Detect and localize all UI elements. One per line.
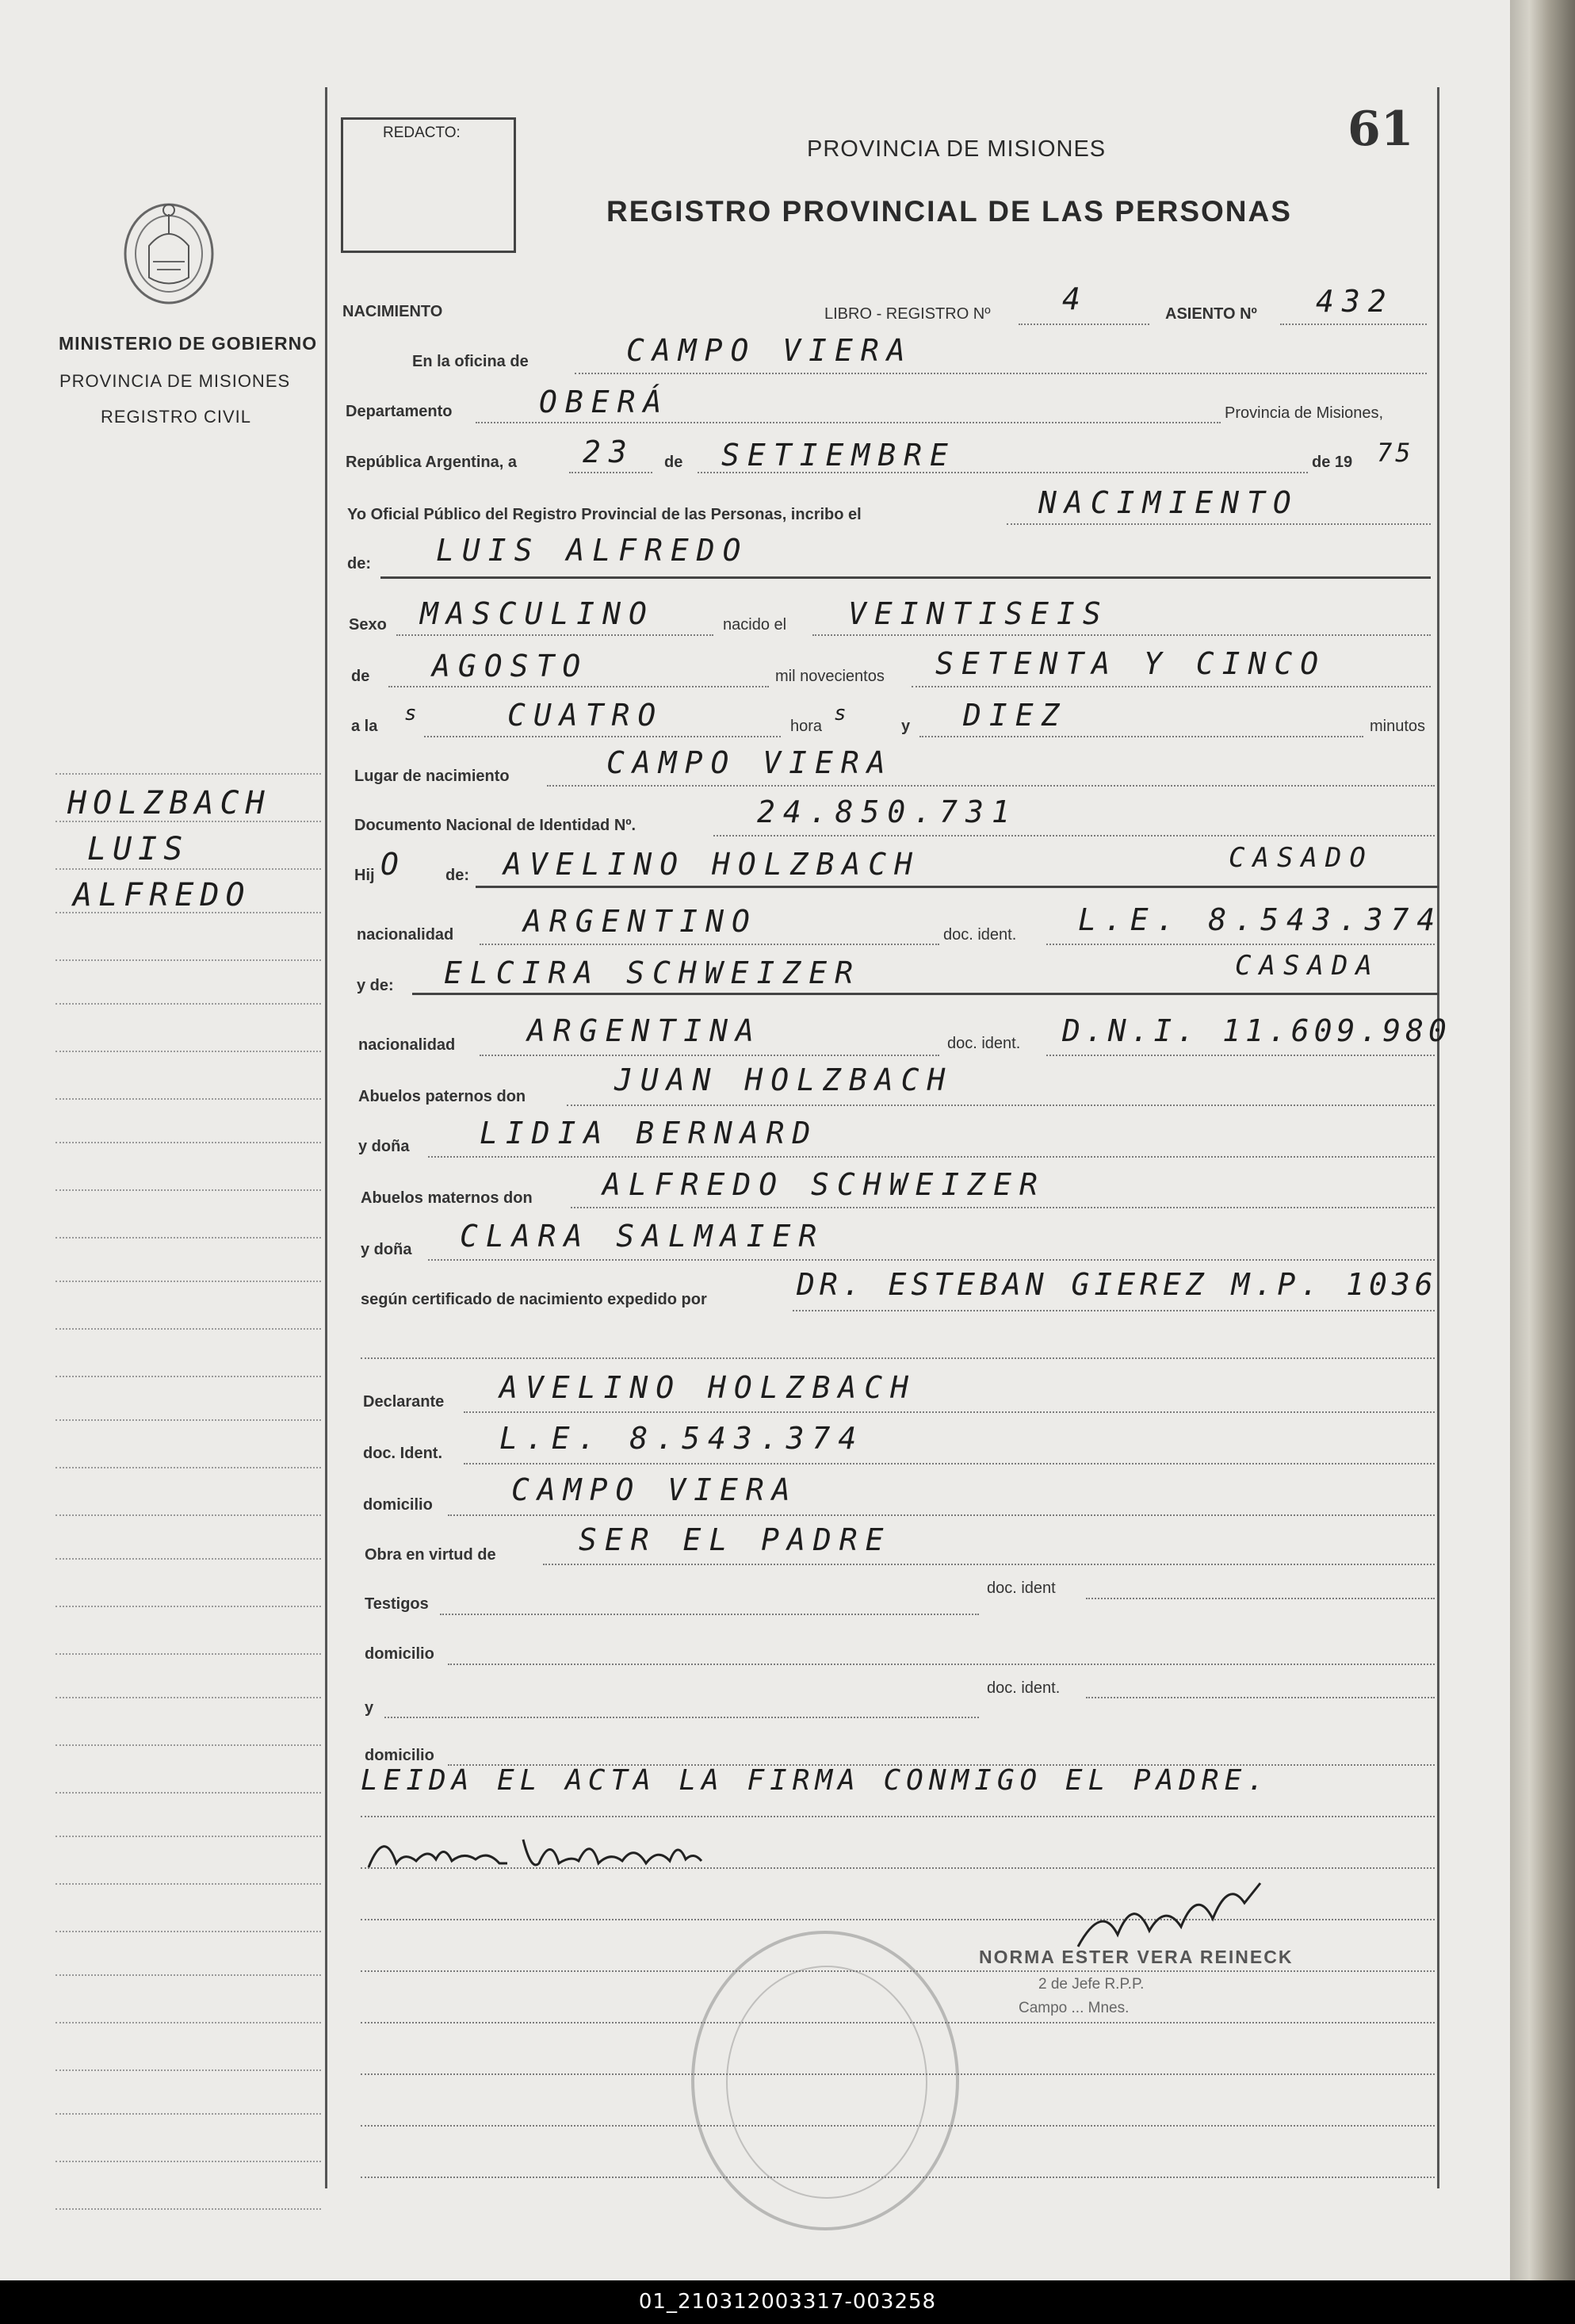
testigos-doc-label: doc. ident [987,1579,1056,1597]
domicilio3-label: domicilio [365,1747,434,1764]
hij-label: Hij [354,867,375,884]
minutos-label: minutos [1370,718,1426,735]
sidebar-firstname: LUIS [87,831,189,867]
nombre-value: LUIS ALFREDO [436,533,749,568]
redacto-box [341,117,516,253]
testigo2-doc-label: doc. ident. [987,1679,1061,1697]
anio-value: 75 [1377,438,1414,468]
padre-doc-label: doc. ident. [943,926,1017,944]
declarant-signature [361,1820,741,1883]
declarante-value: AVELINO HOLZBACH [499,1370,917,1405]
official-title: 2 de Jefe R.P.P. [1038,1976,1145,1993]
de-nombre-label: de: [347,555,371,572]
asiento-label: ASIENTO Nº [1165,305,1257,323]
oficina-label: En la oficina de [412,353,529,370]
y-label: y [901,718,911,735]
y-dona-mat-label: y doña [361,1241,412,1258]
coat-of-arms-seal [117,190,220,309]
header-province: PROVINCIA DE MISIONES [807,136,1107,162]
libro-label: LIBRO - REGISTRO Nº [824,305,991,323]
padre-estado: CASADO [1229,842,1374,874]
madre-value: ELCIRA SCHWEIZER [444,955,862,990]
de-label: de [664,454,683,471]
dia-value: 23 [583,435,635,469]
declarante-dom-value: CAMPO VIERA [511,1472,798,1507]
book-edge [1510,0,1575,2280]
y-de-label: y de: [357,977,394,994]
padre-nac-label: nacionalidad [357,926,454,944]
lugar-value: CAMPO VIERA [606,745,893,780]
abuela-pat-value: LIDIA BERNARD [480,1116,819,1151]
ministry-name: MINISTERIO DE GOBIERNO [59,333,318,354]
declarante-doc-value: L.E. 8.543.374 [499,1421,865,1456]
abuela-mat-value: CLARA SALMAIER [460,1219,825,1254]
y2-label: y [365,1699,374,1717]
left-margin-rule [325,87,327,2188]
a-la-label: a la [351,718,378,735]
padre-value: AVELINO HOLZBACH [503,847,921,882]
testigos-label: Testigos [365,1595,429,1613]
sidebar-registry: REGISTRO CIVIL [101,407,252,427]
madre-doc-label: doc. ident. [947,1035,1021,1052]
hora-value: CUATRO [507,698,664,733]
de-mes-label: de [351,668,370,685]
redacto-label: REDACTO: [383,124,461,141]
abuelos-mat-label: Abuelos maternos don [361,1189,533,1207]
sexo-value: MASCULINO [420,596,655,631]
official-name: NORMA ESTER VERA REINECK [979,1947,1294,1967]
official-round-stamp [691,1931,959,2230]
horas-label: hora [790,718,823,735]
madre-doc-value: D.N.I. 11.609.980 [1062,1013,1451,1048]
madre-estado: CASADA [1235,950,1380,982]
closing-text: LEIDA EL ACTA LA FIRMA CONMIGO EL PADRE. [361,1764,1270,1797]
declarante-dom-label: domicilio [363,1496,433,1514]
obra-label: Obra en virtud de [365,1546,496,1564]
minutos-value: DIEZ [963,698,1068,733]
mil-label: mil novecientos [775,668,885,685]
departamento-value: OBERÁ [539,385,670,419]
official-location: Campo ... Mnes. [1019,2000,1130,2016]
abuelo-pat-value: JUAN HOLZBACH [614,1062,954,1097]
y-dona-pat-label: y doña [358,1138,410,1155]
provincia-label: Provincia de Misiones, [1225,404,1384,422]
padre-doc-value: L.E. 8.543.374 [1078,902,1443,937]
de-padre-label: de: [445,867,469,884]
sidebar-surname: HOLZBACH [67,785,271,821]
lugar-label: Lugar de nacimiento [354,768,510,785]
registry-title: REGISTRO PROVINCIAL DE LAS PERSONAS [606,195,1292,228]
anio-nac-value: SETENTA Y CINCO [935,646,1327,681]
abuelo-mat-value: ALFREDO SCHWEIZER [602,1167,1046,1202]
madre-nac-value: ARGENTINA [527,1013,762,1048]
inscribo-value: NACIMIENTO [1038,485,1299,520]
sexo-label: Sexo [349,616,387,634]
declarante-label: Declarante [363,1393,445,1411]
dni-value: 24.850.731 [757,794,1018,829]
anio-label: de 19 [1312,454,1353,471]
yo-oficial-label: Yo Oficial Público del Registro Provincial de las Personas, incribo el [347,506,862,523]
horas-s: s [834,702,854,726]
oficina-value: CAMPO VIERA [626,333,913,368]
obra-value: SER EL PADRE [579,1522,892,1557]
domicilio2-label: domicilio [365,1645,434,1663]
certificado-value: DR. ESTEBAN GIEREZ M.P. 1036 [797,1267,1438,1302]
libro-value: 4 [1062,281,1088,316]
mes-nac-value: AGOSTO [432,649,589,683]
abuelos-pat-label: Abuelos paternos don [358,1088,526,1105]
madre-nac-label: nacionalidad [358,1036,456,1054]
nacido-value: VEINTISEIS [848,596,1109,631]
file-id-caption: 01_210312003317-003258 [0,2280,1575,2324]
a-la-s: s [404,702,425,726]
departamento-label: Departamento [346,403,453,420]
sidebar-middlename: ALFREDO [73,877,251,913]
nacido-label: nacido el [723,616,787,634]
declarante-doc-label: doc. Ident. [363,1445,442,1462]
hij-value: O [380,847,407,882]
sidebar-province: PROVINCIA DE MISIONES [59,371,291,391]
asiento-value: 432 [1316,284,1394,319]
padre-nac-value: ARGENTINO [523,904,758,939]
segun-label: según certificado de nacimiento expedido por [361,1291,707,1308]
mes-value: SETIEMBRE [721,438,956,473]
republica-label: República Argentina, a [346,454,517,471]
page-number: 61 [1348,101,1414,157]
right-margin-rule [1437,87,1439,2188]
dni-label: Documento Nacional de Identidad Nº. [354,817,636,834]
nacimiento-label: NACIMIENTO [342,303,443,320]
